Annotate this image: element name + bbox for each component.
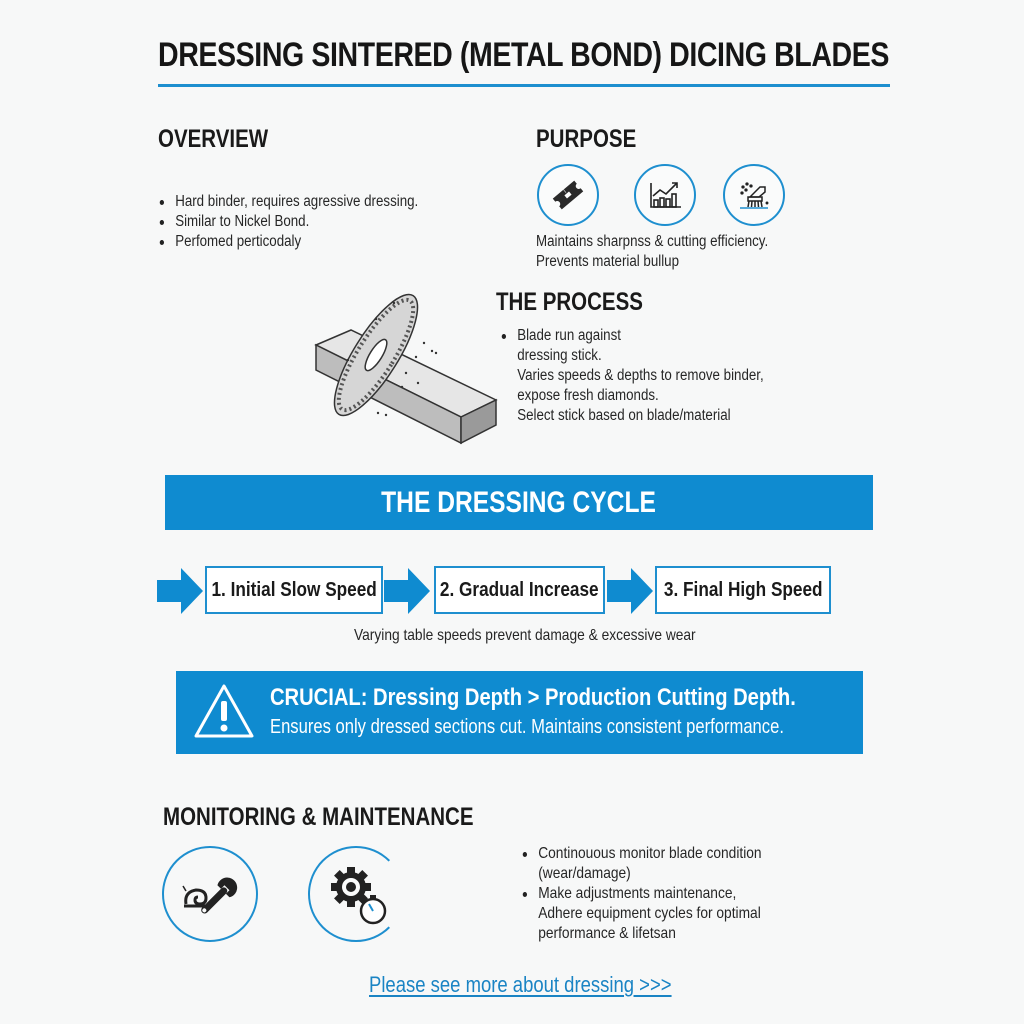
warning-icon [193,683,255,739]
cycle-caption: Varying table speeds prevent damage & excessive wear [354,627,696,644]
monitoring-item: Make adjustments maintenance, [521,884,762,904]
blade-icon [537,164,599,226]
gear-stopwatch-icon [308,846,404,942]
overview-item: Hard binder, requires agressive dressing. [158,192,418,212]
overview-list [158,192,418,252]
overview-heading: OVERVIEW [158,125,269,153]
monitoring-item: Continouous monitor blade condition [521,844,762,864]
monitoring-heading: MONITORING & MAINTENANCE [163,803,474,831]
crucial-subtitle: Ensures only dressed sections cut. Maintains consistent performance. [270,716,784,738]
growth-chart-icon [634,164,696,226]
process-heading: THE PROCESS [496,288,643,316]
arrow-right-icon [607,568,653,614]
cycle-step-1: 1. Initial Slow Speed [205,566,383,614]
snail-wrench-icon [162,846,258,942]
more-about-dressing-link[interactable]: Please see more about dressing >>> [369,972,672,997]
page-title: DRESSING SINTERED (METAL BOND) DICING BLADES [158,36,889,74]
overview-item: Similar to Nickel Bond. [158,212,418,232]
dressing-cycle-banner: THE DRESSING CYCLE [165,475,873,530]
cycle-step-3: 3. Final High Speed [655,566,831,614]
arrow-right-icon [384,568,430,614]
arrow-right-icon [157,568,203,614]
process-list: Blade run against dressing stick. Varies speeds & depths to remove binder, expose fresh diamonds. Select stick based on blade/material [500,326,764,426]
blade-dressing-illustration [296,285,501,455]
purpose-heading: PURPOSE [536,125,637,153]
cycle-step-2: 2. Gradual Increase [434,566,605,614]
purpose-text: Maintains sharpnss & cutting efficiency. Prevents material bullup [536,233,769,270]
cleaning-brush-icon [723,164,785,226]
crucial-title: CRUCIAL: Dressing Depth > Production Cutting Depth. [270,684,796,711]
process-item: Blade run against [500,326,764,346]
monitoring-list: Continouous monitor blade condition (wear/damage) Make adjustments maintenance, Adhere equipment cycles for optimal performance & lifetsan [521,844,762,944]
overview-item: Perfomed perticodaly [158,232,418,252]
title-divider [158,84,890,87]
